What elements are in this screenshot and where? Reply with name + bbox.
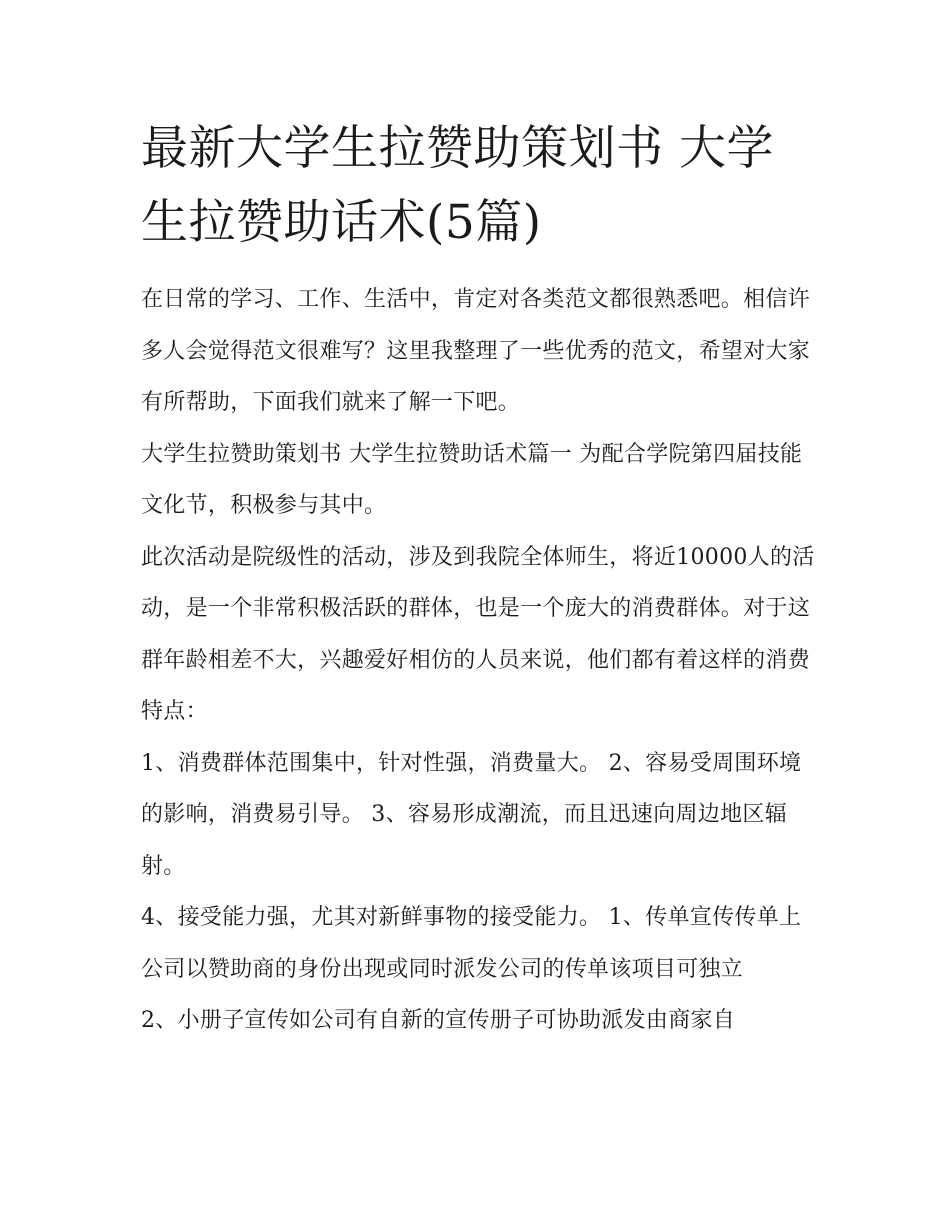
paragraph-intro: 在日常的学习、工作、生活中，肯定对各类范文都很熟悉吧。相信许多人会觉得范文很难写？这里我整理了一些优秀的范文，希望对大家有所帮助，下面我们就来了解一下吧。 — [141, 287, 811, 415]
paragraph-features: 1、消费群体范围集中，针对性强，消费量大。 2、容易受周围环境的影响，消费易引导。 3、容易形成潮流，而且迅速向周边地区辐射。 — [141, 750, 802, 879]
paragraph-booklet: 2、小册子宣传如公司有自新的宣传册子可协助派发由商家自 — [141, 1008, 736, 1033]
paragraph-flyer: 4、接受能力强，尤其对新鲜事物的接受能力。 1、传单宣传传单上公司以赞助商的身份出现或同时派发公司的传单该项目可独立 — [141, 905, 802, 982]
paragraph-activity: 此次活动是院级性的活动，涉及到我院全体师生，将近10000人的活动，是一个非常积极活跃的群体，也是一个庞大的消费群体。对于这群年龄相差不大，兴趣爱好相仿的人员来说，他们都有着这样的消费特点： — [141, 544, 815, 724]
paragraph-section-one: 大学生拉赞助策划书 大学生拉赞助话术篇一 为配合学院第四届技能文化节，积极参与其中。 — [141, 441, 803, 518]
document-body — [141, 112, 821, 1047]
document-title: 最新大学生拉赞助策划书 大学生拉赞助话术(5篇) — [141, 121, 774, 250]
